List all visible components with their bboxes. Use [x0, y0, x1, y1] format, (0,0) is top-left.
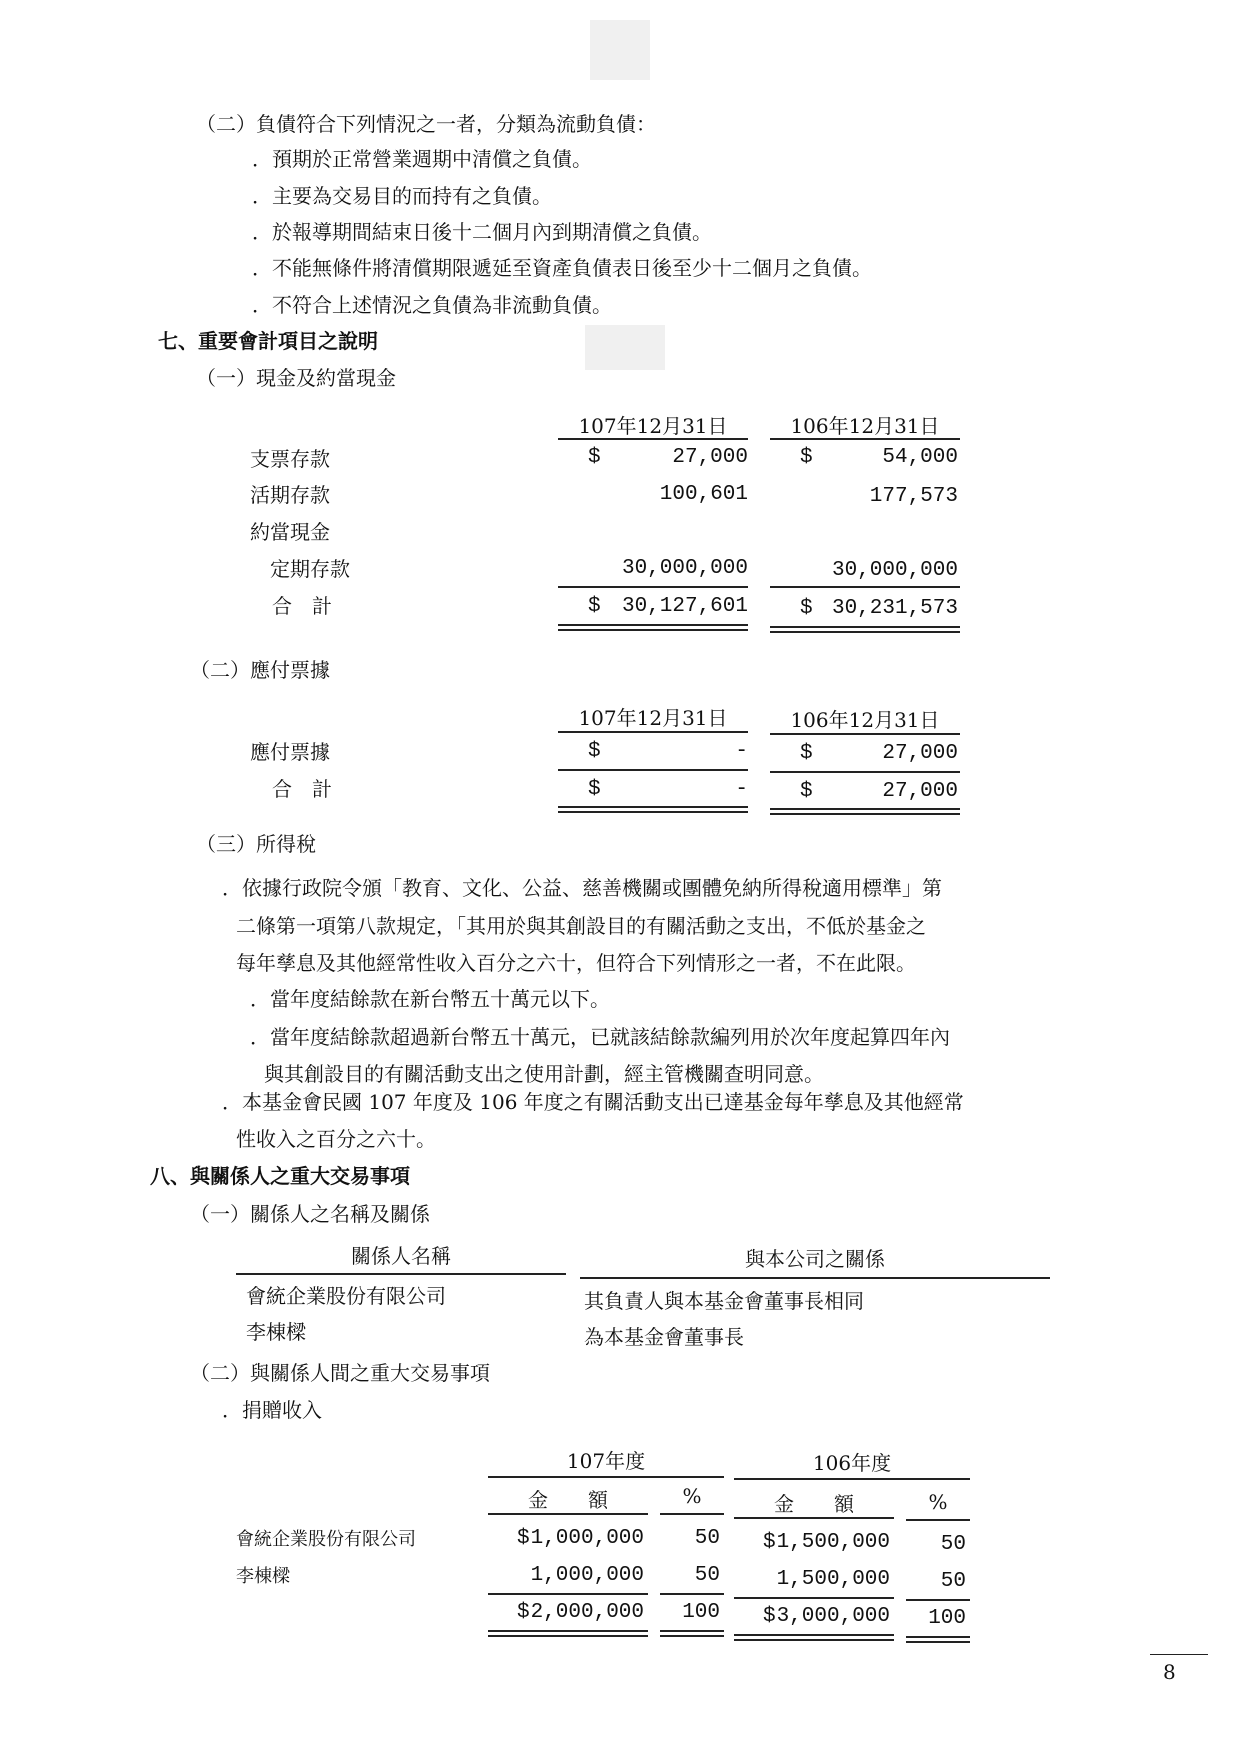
row-label: 合 計	[272, 777, 332, 801]
paragraph-line: 每年孳息及其他經常性收入百分之六十，但符合下列情形之一者，不在此限。	[236, 951, 916, 975]
row-label: 定期存款	[270, 557, 350, 581]
page-number: 8	[1163, 1660, 1176, 1684]
currency-symbol: $	[588, 595, 601, 618]
header-rule	[236, 1273, 566, 1275]
row-label: 應付票據	[250, 740, 330, 764]
amount: 54,000	[882, 446, 958, 469]
party-relation: 其負責人與本基金會董事長相同	[584, 1289, 864, 1313]
section-8-title: 八、與關係人之重大交易事項	[150, 1164, 410, 1188]
list-item: ．於報導期間結束日後十二個月內到期清償之負債。	[252, 220, 712, 244]
section-7-title: 七、重要會計項目之說明	[158, 329, 378, 353]
currency-symbol: $	[763, 1531, 776, 1554]
total-double-rule	[734, 1634, 894, 1641]
list-item: ．預期於正常營業週期中清償之負債。	[252, 147, 592, 171]
scan-smudge	[585, 325, 665, 370]
column-header: %	[928, 1490, 948, 1514]
amount: 177,573	[869, 485, 958, 508]
column-header: 與本公司之關係	[745, 1247, 885, 1271]
amount: 30,000,000	[831, 559, 958, 582]
subtotal-rule	[770, 771, 960, 773]
party-name: 李棟樑	[246, 1320, 306, 1344]
currency-symbol: $	[517, 1601, 530, 1624]
column-header: 金 額	[528, 1488, 608, 1512]
list-item: ．當年度結餘款超過新台幣五十萬元，已就該結餘款編列用於次年度起算四年內	[250, 1025, 950, 1049]
column-header: 106年度	[812, 1451, 892, 1475]
amount: 1,000,000	[530, 1564, 644, 1587]
cash-heading: （一）現金及約當現金	[196, 366, 396, 390]
header-rule	[734, 1478, 970, 1480]
percent: 100	[682, 1601, 720, 1624]
scan-smudge	[590, 20, 650, 80]
party-relation: 為本基金會董事長	[584, 1325, 744, 1349]
subtotal-rule	[488, 1593, 648, 1595]
list-item: ．捐贈收入	[222, 1398, 322, 1422]
column-header: 金 額	[774, 1492, 854, 1516]
header-rule	[660, 1513, 724, 1515]
transactions-heading: （二）與關係人間之重大交易事項	[190, 1361, 490, 1385]
amount: 30,000,000	[621, 557, 748, 580]
paragraph-line: ．本基金會民國 107 年度及 106 年度之有關活動支出已達基金每年孳息及其他經常	[222, 1090, 964, 1114]
amount: 27,000	[672, 446, 748, 469]
percent: 50	[940, 1570, 966, 1593]
page-number-rule	[1150, 1654, 1208, 1655]
row-label: 活期存款	[250, 483, 330, 507]
row-label: 約當現金	[250, 520, 330, 544]
total-double-rule	[770, 808, 960, 815]
amount: 27,000	[882, 742, 958, 765]
amount: 30,127,601	[621, 595, 748, 618]
percent: 50	[694, 1527, 720, 1550]
total-double-rule	[906, 1636, 970, 1643]
list-item: ．不符合上述情況之負債為非流動負債。	[252, 293, 612, 317]
amount: 3,000,000	[776, 1605, 890, 1628]
parties-heading: （一）關係人之名稱及關係	[190, 1202, 430, 1226]
amount: -	[735, 778, 748, 801]
header-rule	[770, 438, 960, 440]
amount: -	[735, 740, 748, 763]
column-header: 107年度	[566, 1449, 646, 1473]
paragraph-line: ．依據行政院令頒「教育、文化、公益、慈善機關或團體免納所得稅適用標準」第	[222, 876, 942, 900]
income-tax-heading: （三）所得稅	[196, 832, 316, 856]
currency-symbol: $	[800, 742, 813, 765]
column-header: 106年12月31日	[790, 708, 940, 732]
subtotal-rule	[906, 1599, 970, 1601]
list-item: ．不能無條件將清償期限遞延至資產負債表日後至少十二個月之負債。	[252, 256, 872, 280]
header-rule	[734, 1517, 894, 1519]
column-header: 關係人名稱	[351, 1244, 451, 1268]
paragraph-line: 與其創設目的有關活動支出之使用計劃，經主管機關查明同意。	[264, 1062, 824, 1086]
current-liabilities-heading: （二）負債符合下列情況之一者，分類為流動負債：	[196, 112, 656, 136]
amount: 1,500,000	[776, 1531, 890, 1554]
amount: 2,000,000	[530, 1601, 644, 1624]
currency-symbol: $	[763, 1605, 776, 1628]
row-label: 合 計	[272, 594, 332, 618]
header-rule	[580, 1277, 1050, 1279]
paragraph-line: 性收入之百分之六十。	[236, 1127, 436, 1151]
header-rule	[488, 1513, 648, 1515]
total-double-rule	[558, 624, 748, 631]
currency-symbol: $	[588, 446, 601, 469]
subtotal-rule	[660, 1593, 724, 1595]
column-header: %	[682, 1484, 702, 1508]
paragraph-line: 二條第一項第八款規定，「其用於與其創設目的有關活動之支出，不低於基金之	[236, 914, 926, 938]
subtotal-rule	[558, 586, 748, 588]
subtotal-rule	[770, 586, 960, 588]
amount: 1,500,000	[776, 1568, 890, 1591]
total-double-rule	[488, 1630, 648, 1637]
total-double-rule	[770, 626, 960, 633]
row-label: 支票存款	[250, 447, 330, 471]
party-name: 李棟樑	[236, 1566, 290, 1587]
amount: 30,231,573	[831, 597, 958, 620]
amount: 1,000,000	[530, 1527, 644, 1550]
currency-symbol: $	[800, 780, 813, 803]
column-header: 107年12月31日	[578, 706, 728, 730]
currency-symbol: $	[517, 1527, 530, 1550]
header-rule	[906, 1519, 970, 1521]
header-rule	[488, 1476, 724, 1478]
party-name: 會統企業股份有限公司	[246, 1284, 446, 1308]
header-rule	[558, 438, 748, 440]
list-item: ．主要為交易目的而持有之負債。	[252, 184, 552, 208]
amount: 100,601	[659, 483, 748, 506]
subtotal-rule	[734, 1597, 894, 1599]
amount: 27,000	[882, 780, 958, 803]
subtotal-rule	[558, 769, 748, 771]
currency-symbol: $	[588, 740, 601, 763]
party-name: 會統企業股份有限公司	[236, 1529, 416, 1550]
percent: 50	[694, 1564, 720, 1587]
header-rule	[770, 733, 960, 735]
column-header: 106年12月31日	[790, 414, 940, 438]
currency-symbol: $	[800, 446, 813, 469]
total-double-rule	[558, 806, 748, 813]
column-header: 107年12月31日	[578, 414, 728, 438]
percent: 100	[928, 1607, 966, 1630]
notes-payable-heading: （二）應付票據	[190, 658, 330, 682]
header-rule	[558, 731, 748, 733]
list-item: ．當年度結餘款在新台幣五十萬元以下。	[250, 987, 610, 1011]
total-double-rule	[660, 1630, 724, 1637]
currency-symbol: $	[588, 778, 601, 801]
currency-symbol: $	[800, 597, 813, 620]
percent: 50	[940, 1533, 966, 1556]
